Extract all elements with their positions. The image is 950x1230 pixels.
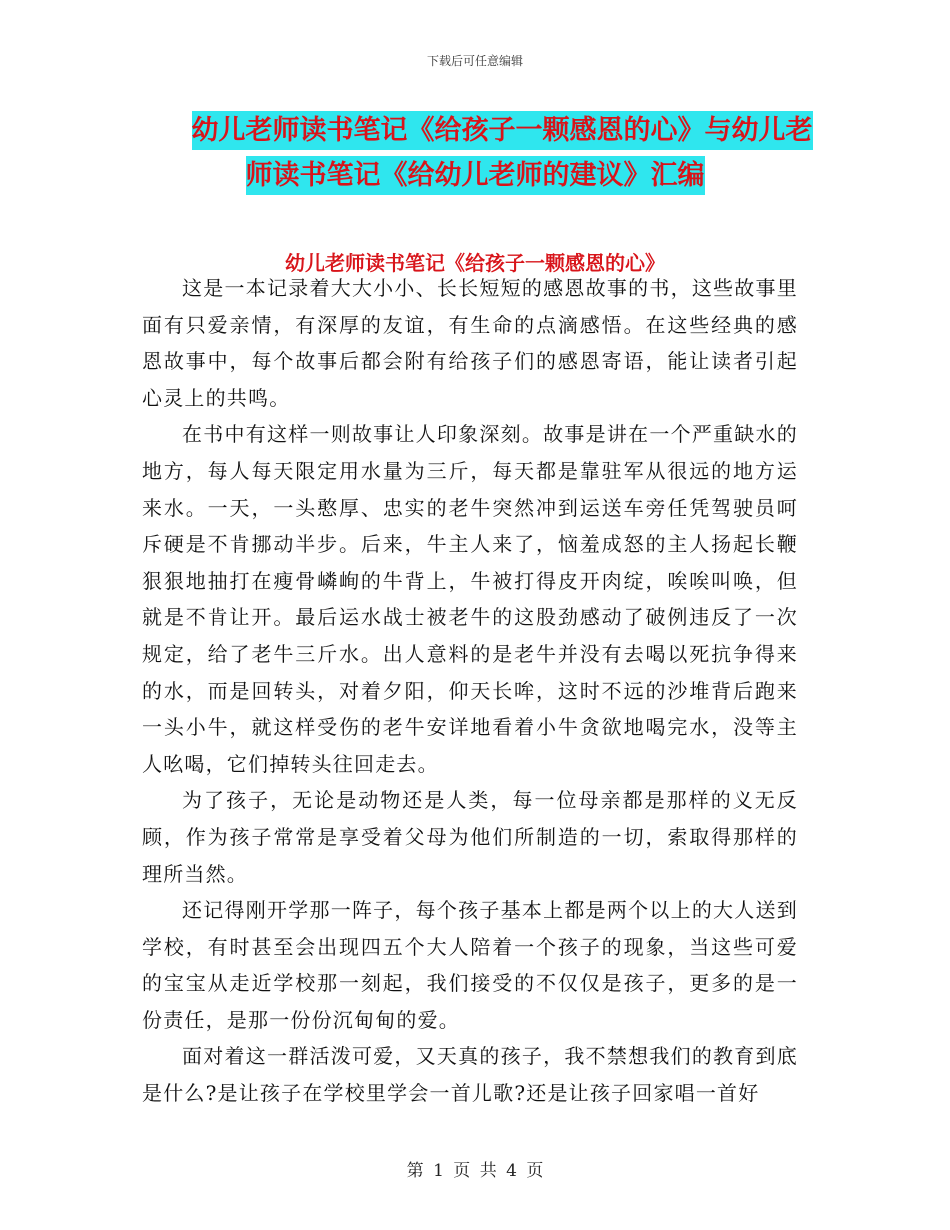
document-title-line-2: [0, 153, 950, 198]
paragraph: 为了孩子，无论是动物还是人类，每一位母亲都是那样的义无反顾，作为孩子常常是享受着父母为他们所制造的一切，索取得那样的理所当然。: [142, 788, 798, 886]
body-text: [142, 270, 798, 1112]
title-highlight-2: 师读书笔记《给幼儿老师的建议》汇编: [246, 156, 705, 195]
paragraph: 面对着这一群活泼可爱，又天真的孩子，我不禁想我们的教育到底是什么?是让孩子在学校里学会一首儿歌?还是让孩子回家唱一首好: [142, 1044, 798, 1106]
document-title: [0, 108, 950, 198]
paragraph: 在书中有这样一则故事让人印象深刻。故事是讲在一个严重缺水的地方，每人每天限定用水量为三斤，每天都是靠驻军从很远的地方运来水。一天，一头憨厚、忠实的老牛突然冲到运送车旁任凭驾驶员呵斥硬是不肯挪动半步。后来，牛主人来了，恼羞成怒的主人扬起长鞭狠狠地抽打在瘦骨嶙峋的牛背上，牛被打得皮开肉绽，唉唉叫唤，但就是不肯让开。最后运水战士被老牛的这股劲感动了破例违反了一次规定，给了老牛三斤水。出人意料的是老牛并没有去喝以死抗争得来的水，而是回转头，对着夕阳，仰天长哞，这时不远的沙堆背后跑来一头小牛，就这样受伤的老牛安详地看着小牛贪欲地喝完水，没等主人吆喝，它们掉转头往回走去。: [142, 422, 798, 776]
header-note: 下载后可任意编辑: [426, 54, 523, 68]
paragraph: 这是一本记录着大大小小、长长短短的感恩故事的书，这些故事里面有只爱亲情，有深厚的友谊，有生命的点滴感悟。在这些经典的感恩故事中，每个故事后都会附有给孩子们的感恩寄语，能让读者引起心灵上的共鸣。: [142, 276, 798, 410]
paragraph: 还记得刚开学那一阵子，每个孩子基本上都是两个以上的大人送到学校，有时甚至会出现四五个大人陪着一个孩子的现象，当这些可爱的宝宝从走近学校那一刻起，我们接受的不仅仅是孩子，更多的是一份责任，是那一份份沉甸甸的爱。: [142, 898, 798, 1032]
page-footer: 第 1 页 共 4 页: [406, 1161, 544, 1181]
section-title: 幼儿老师读书笔记《给孩子一颗感恩的心》: [285, 251, 665, 275]
title-highlight-1: 幼儿老师读书笔记《给孩子一颗感恩的心》与幼儿老: [192, 111, 813, 150]
document-title-line-1: [0, 108, 950, 153]
